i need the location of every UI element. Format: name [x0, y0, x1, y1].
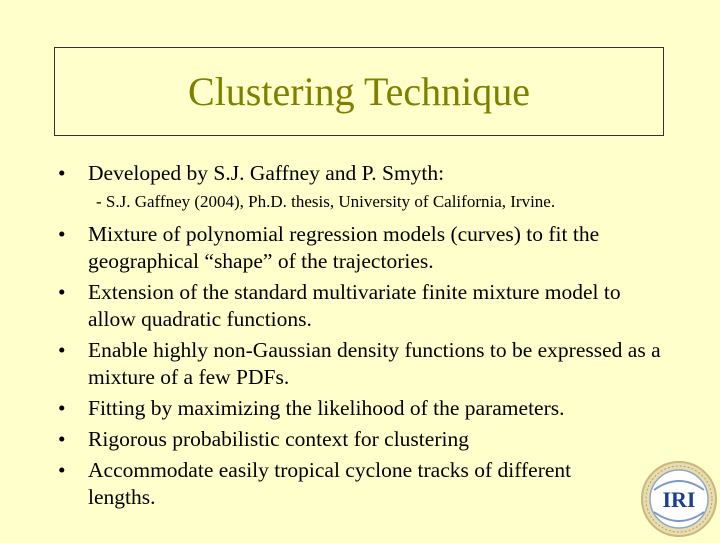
bullet-dot: • [58, 427, 66, 451]
bullet-text: Accommodate easily tropical cyclone tracks of different lengths. [88, 458, 572, 509]
bullet-list [58, 160, 668, 515]
bullet-dot: • [58, 396, 66, 420]
slide-title: Clustering Technique [188, 68, 530, 114]
bullet-text: Enable highly non-Gaussian density functions to be expressed as a mixture of a few PDFs. [88, 338, 661, 389]
bullet-dot: • [58, 280, 66, 304]
bullet-dot: • [58, 338, 66, 362]
bullet-item [58, 395, 668, 422]
bullet-dot: • [58, 458, 66, 482]
bullet-text: Developed by S.J. Gaffney and P. Smyth: [88, 161, 445, 185]
bullet-text: Mixture of polynomial regression models (curves) to fit the geographical “shape” of the trajectories. [88, 222, 600, 273]
title-box [54, 47, 664, 136]
bullet-text: Rigorous probabilistic context for clustering [88, 427, 469, 451]
logo-text: IRI [662, 487, 696, 512]
bullet-item [58, 426, 668, 453]
bullet-item [58, 337, 668, 391]
bullet-text: Extension of the standard multivariate finite mixture model to allow quadratic functions. [88, 280, 621, 331]
bullet-dot: • [58, 161, 66, 185]
bullet-item [58, 221, 668, 275]
bullet-dot: • [58, 222, 66, 246]
bullet-item [58, 279, 668, 333]
bullet-text: Fitting by maximizing the likelihood of the parameters. [88, 396, 565, 420]
sub-bullet-citation: - S.J. Gaffney (2004), Ph.D. thesis, University of California, Irvine. [96, 192, 556, 211]
bullet-item [58, 160, 668, 187]
iri-logo-graphic [640, 460, 718, 538]
iri-logo-icon [640, 460, 718, 538]
bullet-item [58, 457, 668, 511]
